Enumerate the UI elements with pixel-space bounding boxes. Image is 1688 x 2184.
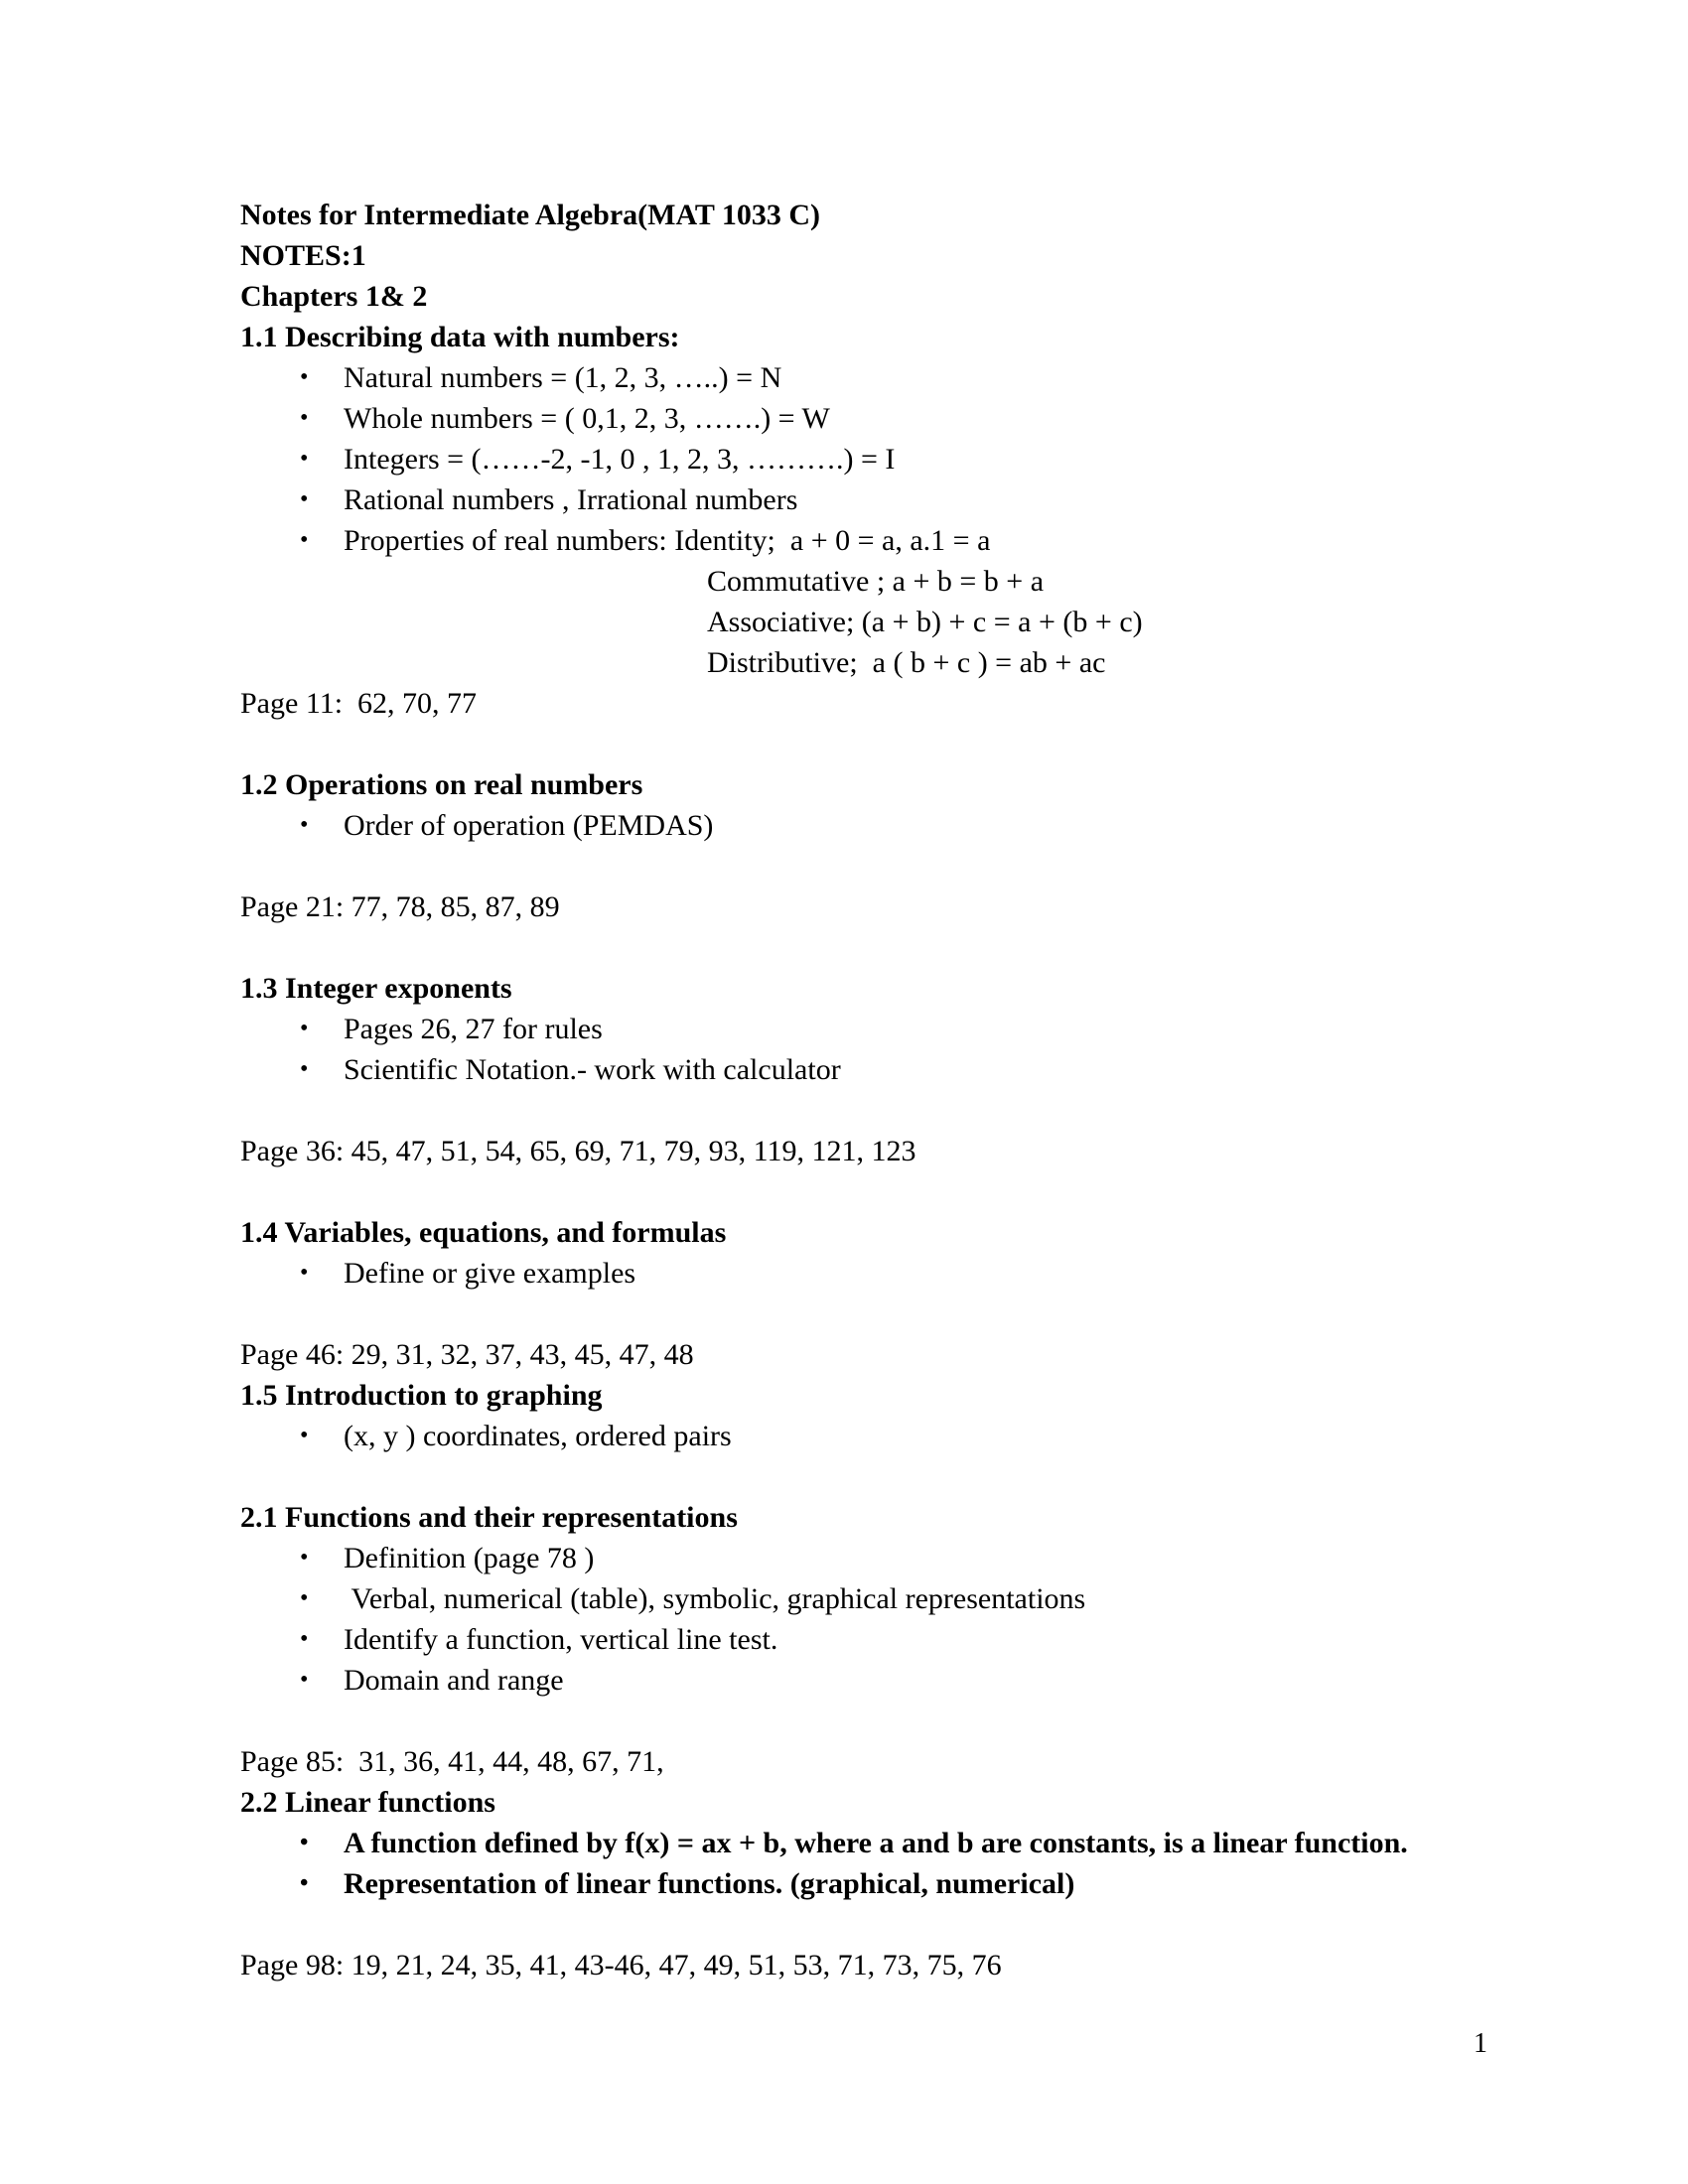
bullet-icon: • xyxy=(300,1830,309,1855)
page-reference-2-1: Page 85: 31, 36, 41, 44, 48, 67, 71, xyxy=(240,1745,664,1778)
list-item xyxy=(240,1863,1481,1904)
document-title: Notes for Intermediate Algebra(MAT 1033 C) xyxy=(240,199,821,231)
section-heading-1-3: 1.3 Integer exponents xyxy=(240,972,512,1005)
list-item-text: Pages 26, 27 for rules xyxy=(344,1013,603,1045)
bullet-icon: • xyxy=(300,1260,309,1286)
chapters-label: Chapters 1& 2 xyxy=(240,280,428,313)
list-item-text: Properties of real numbers: Identity; a + 0 = a, a.1 = a xyxy=(344,524,991,557)
section-heading-1-1: 1.1 Describing data with numbers: xyxy=(240,321,680,353)
bullet-icon: • xyxy=(300,1667,309,1693)
list-item-text: Natural numbers = (1, 2, 3, …..) = N xyxy=(344,361,782,394)
bullet-icon: • xyxy=(300,527,309,553)
section-heading-1-4: 1.4 Variables, equations, and formulas xyxy=(240,1216,727,1249)
bullet-icon: • xyxy=(300,1056,309,1082)
section-bullets-1-5 xyxy=(240,1416,1481,1456)
list-item xyxy=(240,1619,1481,1660)
list-item-text: Integers = (……-2, -1, 0 , 1, 2, 3, ……….) = I xyxy=(344,443,896,476)
list-item-text: Order of operation (PEMDAS) xyxy=(344,809,714,842)
notes-label: NOTES:1 xyxy=(240,239,366,272)
list-item xyxy=(240,439,1481,479)
bullet-icon: • xyxy=(300,1016,309,1041)
list-item xyxy=(240,1660,1481,1701)
list-item xyxy=(240,1049,1481,1090)
spacer xyxy=(240,1456,1481,1497)
list-item xyxy=(240,520,1481,561)
bullet-icon: • xyxy=(300,446,309,472)
bullet-icon: • xyxy=(300,486,309,512)
property-line-distributive: Distributive; a ( b + c ) = ab + ac xyxy=(707,646,1106,679)
list-item-text: Rational numbers , Irrational numbers xyxy=(344,483,798,516)
section-bullets-2-2 xyxy=(240,1823,1481,1904)
list-item xyxy=(240,1578,1481,1619)
page-reference-1-4: Page 46: 29, 31, 32, 37, 43, 45, 47, 48 xyxy=(240,1338,694,1371)
section-bullets-1-3 xyxy=(240,1009,1481,1090)
section-bullets-1-4 xyxy=(240,1253,1481,1294)
page-reference-2-2: Page 98: 19, 21, 24, 35, 41, 43-46, 47, 49, 51, 53, 71, 73, 75, 76 xyxy=(240,1949,1002,1981)
section-heading-2-1: 2.1 Functions and their representations xyxy=(240,1501,738,1534)
list-item xyxy=(240,805,1481,846)
list-item xyxy=(240,1823,1481,1863)
page-number: 1 xyxy=(1474,2028,1487,2059)
bullet-icon: • xyxy=(300,1585,309,1611)
list-item-text: Whole numbers = ( 0,1, 2, 3, …….) = W xyxy=(344,402,830,435)
list-item-text: (x, y ) coordinates, ordered pairs xyxy=(344,1420,732,1452)
list-item-text: Identify a function, vertical line test. xyxy=(344,1623,778,1656)
bullet-icon: • xyxy=(300,405,309,431)
section-heading-1-5: 1.5 Introduction to graphing xyxy=(240,1379,603,1412)
list-item-text: Scientific Notation.- work with calculator xyxy=(344,1053,841,1086)
spacer xyxy=(240,846,1481,887)
list-item xyxy=(240,1416,1481,1456)
list-item xyxy=(240,1253,1481,1294)
bullet-icon: • xyxy=(300,1545,309,1570)
bullet-icon: • xyxy=(300,1423,309,1448)
list-item-text: Verbal, numerical (table), symbolic, graphical representations xyxy=(344,1582,1086,1615)
spacer xyxy=(240,1904,1481,1945)
bullet-icon: • xyxy=(300,364,309,390)
spacer xyxy=(240,927,1481,968)
page-reference-1-1: Page 11: 62, 70, 77 xyxy=(240,687,478,720)
spacer xyxy=(240,1171,1481,1212)
list-item-text: Define or give examples xyxy=(344,1257,636,1290)
section-heading-2-2: 2.2 Linear functions xyxy=(240,1786,495,1819)
section-heading-1-2: 1.2 Operations on real numbers xyxy=(240,768,643,801)
section-bullets-1-1 xyxy=(240,357,1481,561)
property-line-associative: Associative; (a + b) + c = a + (b + c) xyxy=(707,606,1143,638)
spacer xyxy=(240,724,1481,764)
list-item xyxy=(240,398,1481,439)
bullet-icon: • xyxy=(300,1626,309,1652)
section-bullets-2-1 xyxy=(240,1538,1481,1701)
list-item xyxy=(240,357,1481,398)
list-item xyxy=(240,1538,1481,1578)
spacer xyxy=(240,1701,1481,1741)
bullet-icon: • xyxy=(300,1870,309,1896)
bullet-icon: • xyxy=(300,812,309,838)
page-reference-1-2: Page 21: 77, 78, 85, 87, 89 xyxy=(240,890,560,923)
spacer xyxy=(240,1294,1481,1334)
list-item-text: Definition (page 78 ) xyxy=(344,1542,595,1574)
page-reference-1-3: Page 36: 45, 47, 51, 54, 65, 69, 71, 79, 93, 119, 121, 123 xyxy=(240,1135,916,1167)
spacer xyxy=(240,1090,1481,1131)
document-body xyxy=(240,195,1481,1985)
list-item-text: Representation of linear functions. (graphical, numerical) xyxy=(344,1867,1075,1900)
property-line-commutative: Commutative ; a + b = b + a xyxy=(707,565,1045,598)
section-bullets-1-2 xyxy=(240,805,1481,846)
list-item xyxy=(240,1009,1481,1049)
list-item-text: A function defined by f(x) = ax + b, where a and b are constants, is a linear function. xyxy=(344,1827,1408,1859)
list-item xyxy=(240,479,1481,520)
list-item-text: Domain and range xyxy=(344,1664,564,1697)
